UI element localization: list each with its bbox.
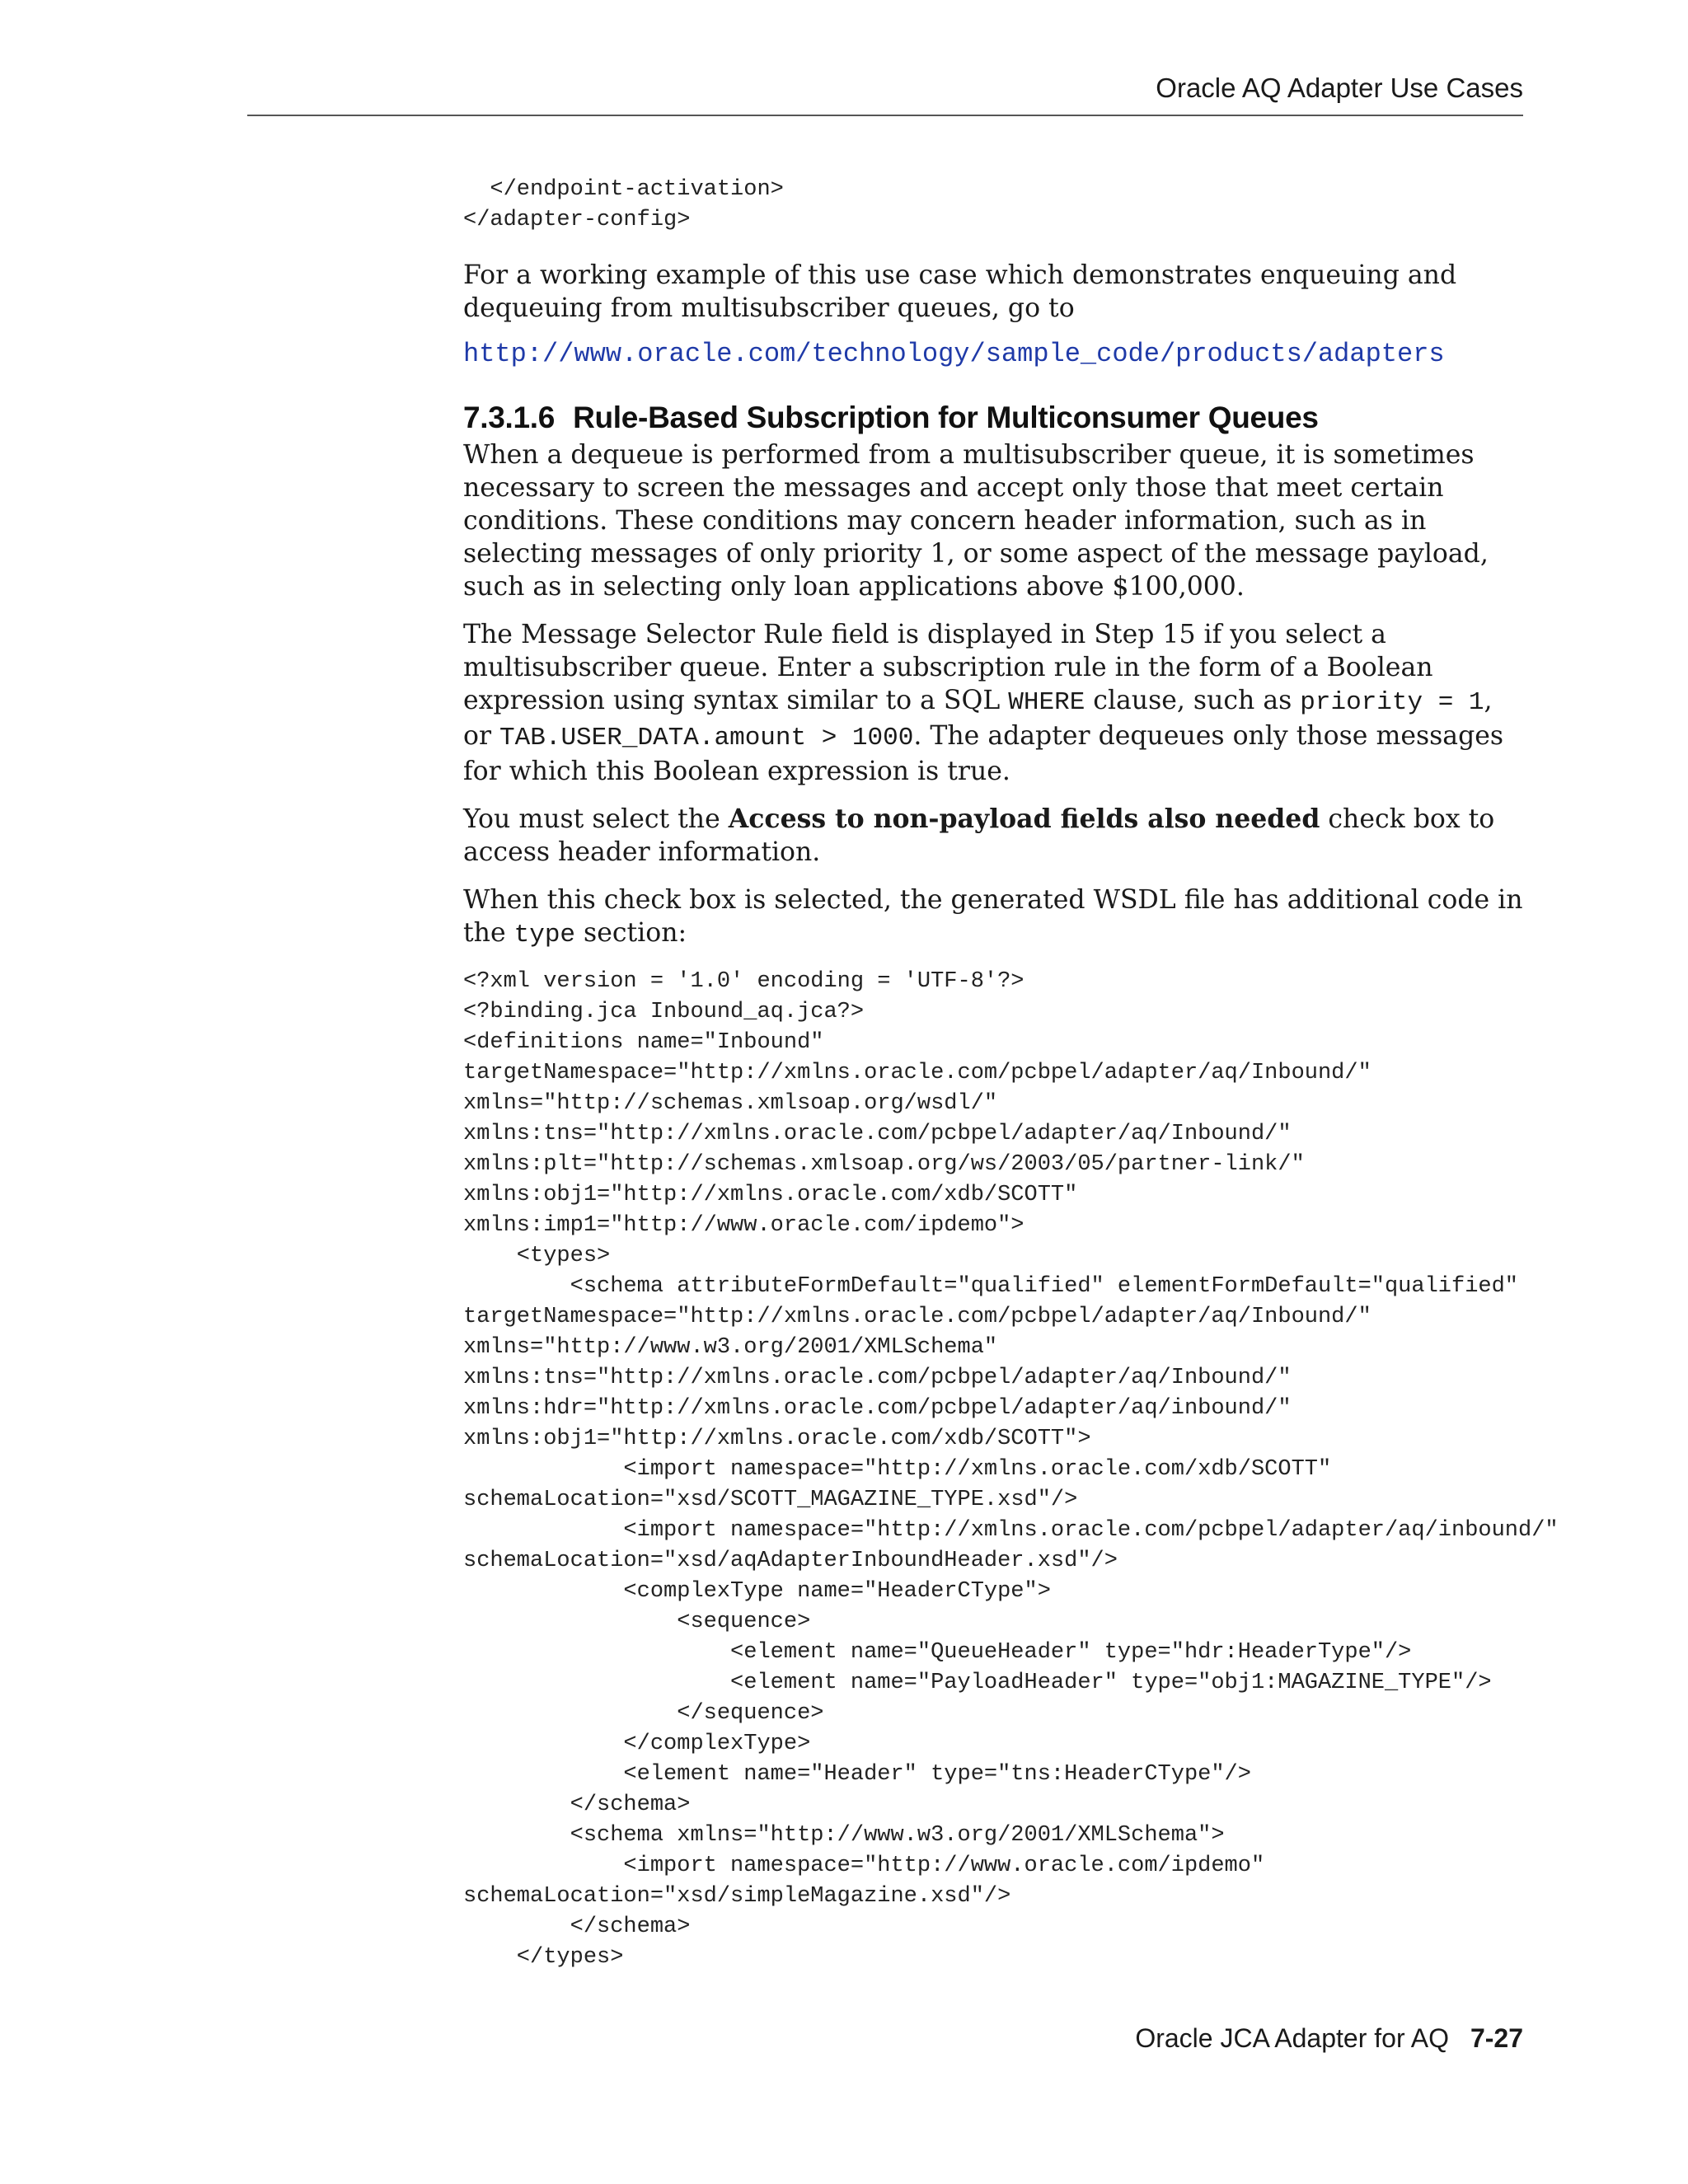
page-number: 7-27: [1470, 2023, 1523, 2053]
dequeue-screening-paragraph: When a dequeue is performed from a multisubscriber queue, it is sometimes necessary to screen the messages and accept only those that meet certain conditions. These conditions may concern header information, such as in selecting messages of only priority 1, or some aspect of the message payload, such as in selecting only loan applications above $100,000.: [463, 440, 1489, 602]
wsdl-code-block: <?xml version = '1.0' encoding = 'UTF-8'?> <?binding.jca Inbound_aq.jca?> <definitions name="Inbound" targetNamespace="http://xmlns.oracle.com/pcbpel/adapter/aq/Inbound/" xmlns="http://schemas.xmlsoap.org/wsdl/" xmlns:tns="http://xmlns.oracle.com/pcbpel/adapter/aq/Inbound/" xmlns:plt="http://schemas.xmlsoap.org/ws/2003/05/partner-link/" xmlns:obj1="http://xmlns.oracle.com/xdb/SCOTT" xmlns:imp1="http://www.oracle.com/ipdemo"> <types> <schema attributeFormDefault="qualified" elementFormDefault="qualified" targetNamespace="http://xmlns.oracle.com/pcbpel/adapter/aq/Inbound/" xmlns="http://www.w3.org/2001/XMLSchema" xmlns:tns="http://xmlns.oracle.com/pcbpel/adapter/aq/Inbound/" xmlns:hdr="http://xmlns.oracle.com/pcbpel/adapter/aq/inbound/" xmlns:obj1="http://xmlns.oracle.com/xdb/SCOTT"> <import namespace="http://xmlns.oracle.com/xdb/SCOTT" schemaLocation="xsd/SCOTT_MAGAZINE_TYPE.xsd"/> <import namespace="http://xmlns.oracle.com/pcbpel/adapter/aq/inbound/" schemaLocation="xsd/aqAdapterInboundHeader.xsd"/> <complexType name="HeaderCType"> <sequence> <element name="QueueHeader" type="hdr:HeaderType"/> <element name="PayloadHeader" type="obj1:MAGAZINE_TYPE"/> </sequence> </complexType> <element name="Header" type="tns:HeaderCType"/> </schema> <schema xmlns="http://www.w3.org/2001/XMLSchema"> <import namespace="http://www.oracle.com/ipdemo" schemaLocation="xsd/simpleMagazine.xsd"/> </schema> </types>: [463, 969, 1559, 1970]
text-run: , or: [463, 686, 1493, 751]
closing-code-snippet: </endpoint-activation> </adapter-config>: [463, 177, 784, 232]
text-run: When this check box is selected, the generated WSDL file has additional code in the: [463, 885, 1523, 948]
text-run: clause, such as: [1085, 686, 1301, 715]
text-run: check box to access header information.: [463, 804, 1495, 867]
running-header: Oracle AQ Adapter Use Cases: [1156, 73, 1523, 103]
section-heading: [463, 399, 1526, 437]
section-title: Rule-Based Subscription for Multiconsumer Queues: [573, 401, 1319, 434]
section-number: 7.3.1.6: [463, 401, 556, 434]
inline-code: type: [513, 921, 576, 949]
checkbox-label-bold: Access to non-payload fields also needed: [728, 804, 1320, 834]
text-run: The Message Selector Rule field is displayed in Step 15 if you select a multisubscriber queue. Enter a subscription rule in the form of a Boolean expression using syntax similar to a SQL: [463, 620, 1433, 715]
header-divider: [247, 115, 1523, 116]
text-run: You must select the: [463, 804, 729, 834]
message-selector-paragraph: [463, 618, 1526, 788]
page-content: [463, 175, 1559, 1973]
checkbox-paragraph: [463, 803, 1526, 869]
inline-code: WHERE: [1008, 688, 1085, 717]
inline-code: priority = 1: [1300, 688, 1484, 717]
text-run: section:: [575, 918, 687, 948]
working-example-paragraph: For a working example of this use case which demonstrates enqueuing and dequeuing from multisubscriber queues, go to: [463, 260, 1457, 323]
inline-code: TAB.USER_DATA.amount > 1000: [499, 724, 914, 752]
text-run: . The adapter dequeues only those messages for which this Boolean expression is true.: [463, 721, 1504, 786]
sample-code-link[interactable]: http://www.oracle.com/technology/sample_code/products/adapters: [463, 339, 1445, 369]
footer-title: Oracle JCA Adapter for AQ: [1135, 2023, 1449, 2053]
wsdl-intro-paragraph: [463, 883, 1526, 952]
page-footer: [1135, 2023, 1523, 2054]
